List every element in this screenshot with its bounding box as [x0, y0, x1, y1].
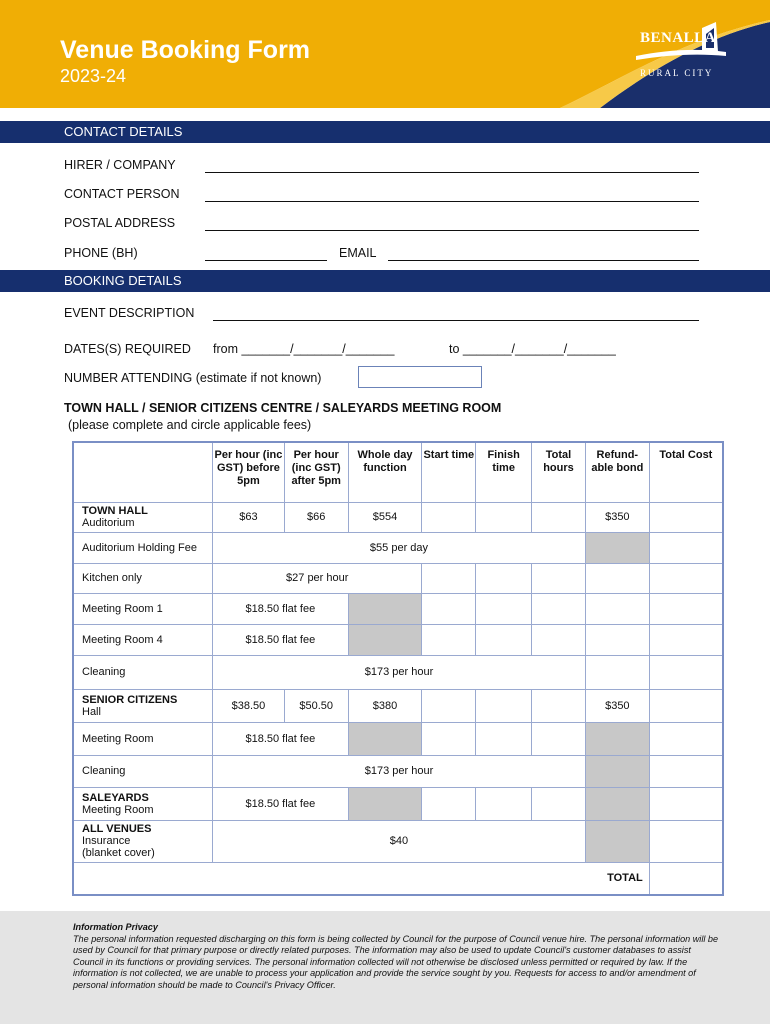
shaded-cell [348, 722, 422, 755]
header-refundable-bond: Refund-able bond [585, 442, 649, 502]
row-label: Kitchen only [73, 563, 213, 593]
total-hours-cell[interactable] [532, 722, 586, 755]
total-cost-cell[interactable] [649, 655, 723, 689]
shaded-cell [348, 593, 422, 624]
privacy-text: The personal information requested discharging on this form is being collected by Council for the purpose of Council venue hire. The personal information will be used by Council for that primary purpose or directly related purposes. The information may also be used to update Council's customer databases to assist Council in its functions or providing services. The personal information collected will not otherwise be disclosed unless permitted or required by law. If the information is not collected, we are unable to process your application and provide the service sought by you. Requests for access to and/or amendment of personal information should be made to Council's Privacy Officer. [73, 933, 718, 990]
shaded-cell [585, 787, 649, 820]
venue-sub-note: (blanket cover) [82, 847, 155, 859]
shaded-cell [585, 532, 649, 563]
fees-table-subtitle: (please complete and circle applicable fees) [68, 418, 312, 432]
privacy-notice [0, 911, 770, 1024]
table-row [73, 502, 723, 532]
bond-cell[interactable] [585, 624, 649, 655]
table-row [73, 563, 723, 593]
total-hours-cell[interactable] [532, 502, 586, 532]
total-label: TOTAL [73, 862, 649, 895]
header-per-hour-after: Per hour (inc GST) after 5pm [284, 442, 348, 502]
table-row [73, 532, 723, 563]
total-hours-cell[interactable] [532, 787, 586, 820]
bond-cell[interactable]: $350 [585, 689, 649, 722]
fee-cell[interactable]: $380 [348, 689, 422, 722]
header-finish-time: Finish time [476, 442, 532, 502]
finish-time-cell[interactable] [476, 787, 532, 820]
venue-sub: Insurance [82, 835, 131, 847]
fees-table-title: TOWN HALL / SENIOR CITIZENS CENTRE / SALEYARDS MEETING ROOM [64, 401, 502, 415]
table-row [73, 722, 723, 755]
header-per-hour-before: Per hour (inc GST) before 5pm [213, 442, 285, 502]
start-time-cell[interactable] [422, 593, 476, 624]
fee-cell[interactable]: $27 per hour [213, 563, 422, 593]
bond-cell[interactable] [585, 655, 649, 689]
fee-cell[interactable]: $18.50 flat fee [213, 593, 349, 624]
email-field[interactable] [388, 260, 699, 261]
total-cost-cell[interactable] [649, 532, 723, 563]
event-description-field[interactable] [213, 320, 699, 321]
fee-cell[interactable]: $18.50 flat fee [213, 624, 349, 655]
shaded-cell [348, 787, 422, 820]
fee-cell[interactable]: $40 [213, 820, 586, 862]
venue-sub: Hall [82, 705, 101, 718]
booking-details-header: BOOKING DETAILS [0, 270, 770, 292]
header-start-time: Start time [422, 442, 476, 502]
page-subtitle-year: 2023-24 [60, 66, 127, 86]
table-total-row [73, 862, 723, 895]
fee-cell[interactable]: $173 per hour [213, 755, 586, 787]
phone-field[interactable] [205, 260, 327, 261]
dates-required-label: DATES(S) REQUIRED [64, 342, 191, 356]
venue-title: ALL VENUES [82, 823, 152, 835]
total-cost-cell[interactable] [649, 502, 723, 532]
table-row [73, 689, 723, 722]
bond-cell[interactable] [585, 593, 649, 624]
total-cost-cell[interactable] [649, 563, 723, 593]
hirer-label: HIRER / COMPANY [64, 158, 176, 172]
row-label: Cleaning [73, 755, 213, 787]
venue-title: SENIOR CITIZENS [82, 693, 178, 706]
total-cost-cell[interactable] [649, 755, 723, 787]
date-from-field[interactable]: from _______/_______/_______ [213, 342, 395, 356]
contact-person-field[interactable] [205, 201, 699, 202]
total-cost-cell[interactable] [649, 722, 723, 755]
header-blank [73, 442, 213, 502]
fee-cell[interactable]: $173 per hour [213, 655, 586, 689]
start-time-cell[interactable] [422, 624, 476, 655]
privacy-heading: Information Privacy [73, 922, 158, 932]
row-label: Meeting Room [73, 722, 213, 755]
fee-cell[interactable]: $66 [284, 502, 348, 532]
contact-person-label: CONTACT PERSON [64, 187, 180, 201]
table-row [73, 820, 723, 862]
table-header-row [73, 442, 723, 502]
finish-time-cell[interactable] [476, 624, 532, 655]
fee-cell[interactable]: $18.50 flat fee [213, 787, 349, 820]
header-total-cost: Total Cost [649, 442, 723, 502]
row-label: Meeting Room 4 [73, 624, 213, 655]
table-row [73, 755, 723, 787]
bond-cell[interactable] [585, 563, 649, 593]
total-cost-cell[interactable] [649, 624, 723, 655]
total-hours-cell[interactable] [532, 689, 586, 722]
number-attending-input[interactable] [358, 366, 482, 388]
logo-text-bottom: RURAL CITY [640, 68, 714, 78]
table-row [73, 624, 723, 655]
row-label: Cleaning [73, 655, 213, 689]
shaded-cell [348, 624, 422, 655]
page-title: Venue Booking Form [60, 36, 311, 64]
council-logo [606, 22, 736, 84]
logo-text-top: BENALLA [640, 30, 717, 46]
header-banner [0, 0, 770, 108]
fees-table [72, 441, 724, 896]
fee-cell[interactable]: $63 [213, 502, 285, 532]
fee-cell[interactable]: $554 [348, 502, 422, 532]
venue-sub: Auditorium [82, 517, 135, 529]
venue-title: SALEYARDS [82, 791, 149, 804]
fee-cell[interactable]: $50.50 [284, 689, 348, 722]
grand-total-cell[interactable] [649, 862, 723, 895]
date-to-field[interactable]: to _______/_______/_______ [449, 342, 616, 356]
hirer-field[interactable] [205, 172, 699, 173]
table-row [73, 593, 723, 624]
total-hours-cell[interactable] [532, 624, 586, 655]
venue-town-hall [73, 502, 213, 532]
finish-time-cell[interactable] [476, 722, 532, 755]
total-hours-cell[interactable] [532, 563, 586, 593]
total-hours-cell[interactable] [532, 593, 586, 624]
venue-all [73, 820, 213, 862]
total-cost-cell[interactable] [649, 820, 723, 862]
venue-sub: Meeting Room [82, 803, 154, 816]
phone-label: PHONE (BH) [64, 246, 138, 260]
contact-details-header: CONTACT DETAILS [0, 121, 770, 143]
finish-time-cell[interactable] [476, 563, 532, 593]
fee-cell[interactable]: $38.50 [213, 689, 285, 722]
venue-title: TOWN HALL [82, 505, 148, 517]
finish-time-cell[interactable] [476, 689, 532, 722]
bond-cell[interactable]: $350 [585, 502, 649, 532]
finish-time-cell[interactable] [476, 593, 532, 624]
start-time-cell[interactable] [422, 689, 476, 722]
total-cost-cell[interactable] [649, 787, 723, 820]
shaded-cell [585, 820, 649, 862]
start-time-cell[interactable] [422, 787, 476, 820]
shaded-cell [585, 722, 649, 755]
total-cost-cell[interactable] [649, 689, 723, 722]
fee-cell[interactable]: $55 per day [213, 532, 586, 563]
postal-address-label: POSTAL ADDRESS [64, 216, 176, 230]
table-row [73, 787, 723, 820]
start-time-cell[interactable] [422, 722, 476, 755]
total-cost-cell[interactable] [649, 593, 723, 624]
event-description-label: EVENT DESCRIPTION [64, 306, 195, 320]
postal-address-field[interactable] [205, 230, 699, 231]
table-row [73, 655, 723, 689]
shaded-cell [585, 755, 649, 787]
header-whole-day: Whole day function [348, 442, 422, 502]
fee-cell[interactable]: $18.50 flat fee [213, 722, 349, 755]
row-label: Auditorium Holding Fee [73, 532, 213, 563]
start-time-cell[interactable] [422, 563, 476, 593]
email-label: EMAIL [339, 246, 377, 260]
header-total-hours: Total hours [532, 442, 586, 502]
finish-time-cell[interactable] [476, 502, 532, 532]
number-attending-label: NUMBER ATTENDING (estimate if not known) [64, 371, 322, 385]
start-time-cell[interactable] [422, 502, 476, 532]
row-label: Meeting Room 1 [73, 593, 213, 624]
venue-saleyards [73, 787, 213, 820]
venue-senior-citizens [73, 689, 213, 722]
